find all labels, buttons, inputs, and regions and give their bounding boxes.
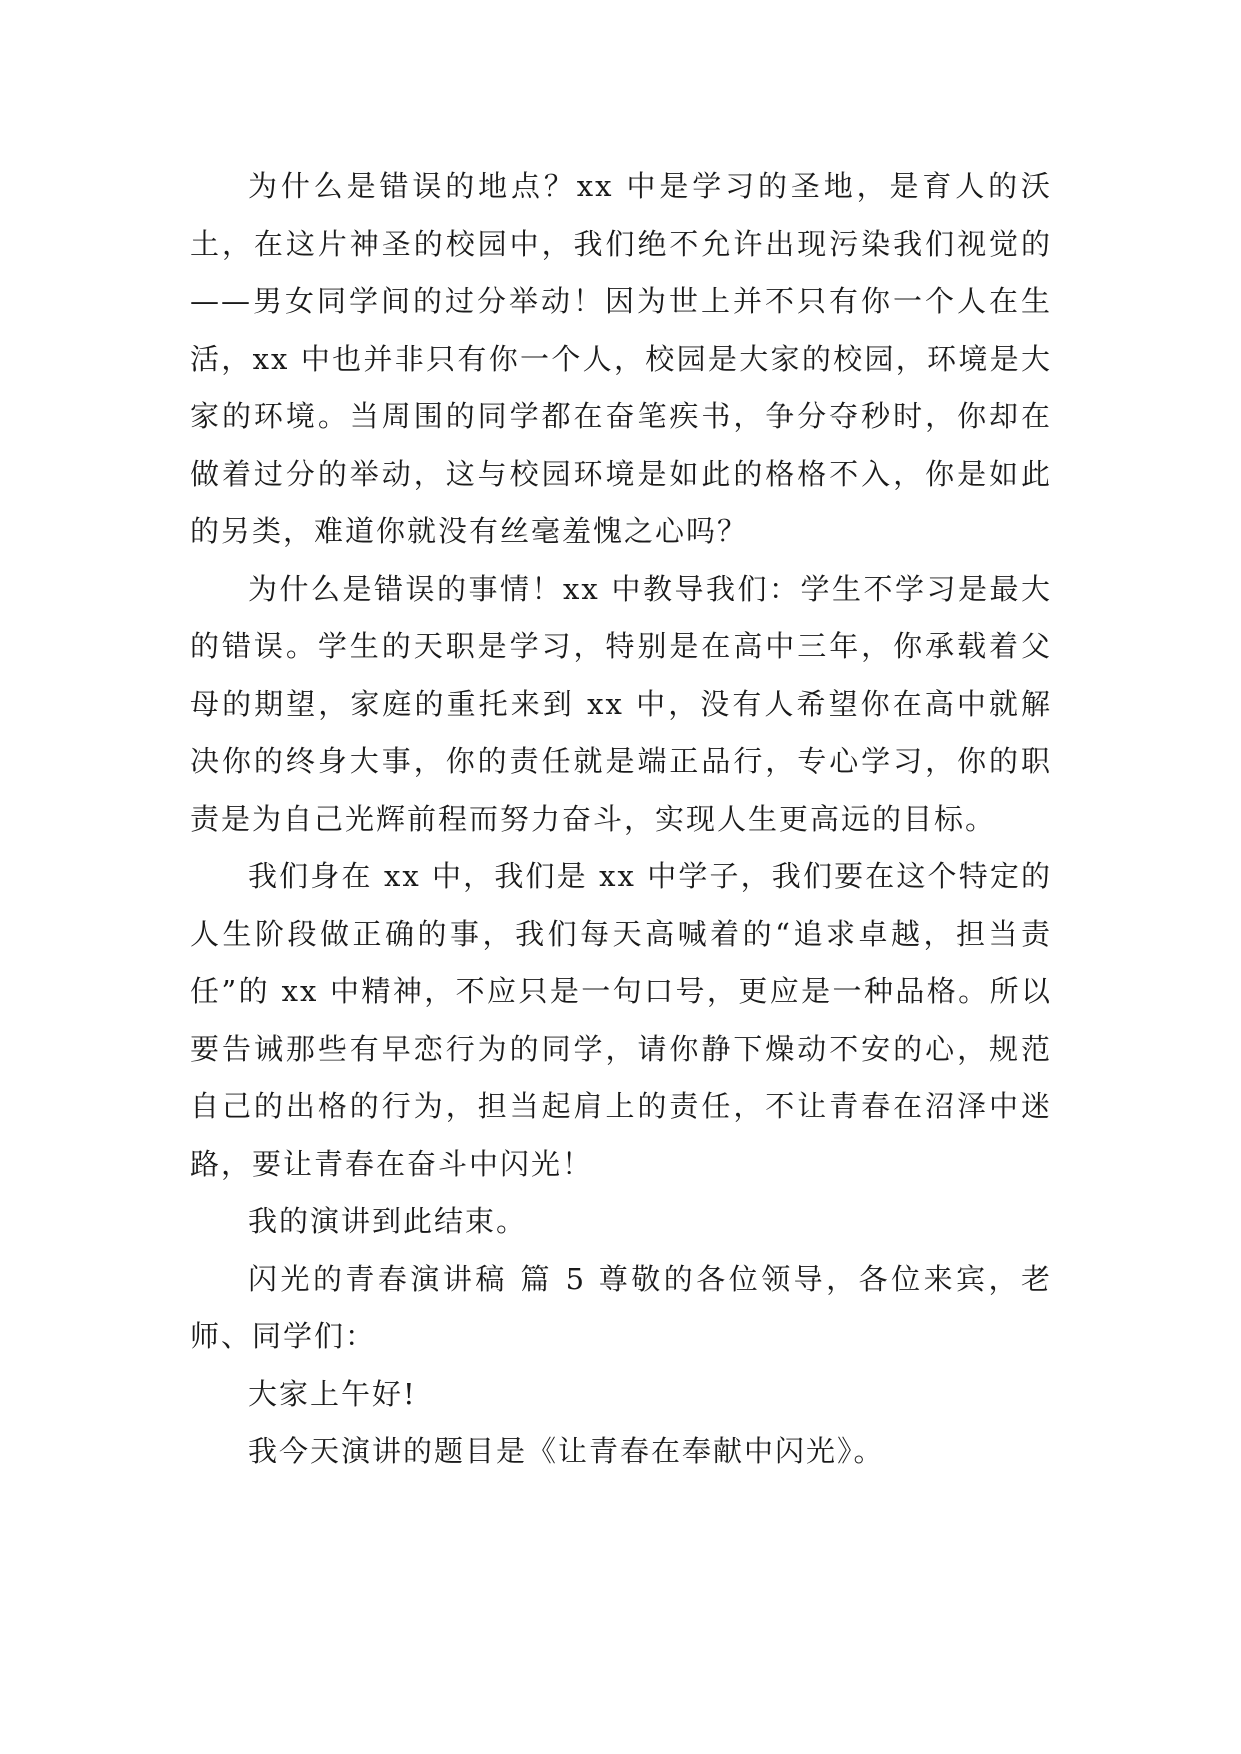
paragraph-school-spirit: 我们身在 xx 中，我们是 xx 中学子，我们要在这个特定的人生阶段做正确的事，我们每天高喊着的“追求卓越，担当责任”的 xx 中精神，不应只是一句口号，更应是一种品格。所以要告诫那些有早恋行为的同学，请你静下燥动不安的心，规范自己的出格的行为，担当起肩上的责任，不让青春在沼泽中迷路，要让青春在奋斗中闪光！: [190, 859, 1052, 1181]
paragraph-speech-5-greeting: 闪光的青春演讲稿 篇 5 尊敬的各位领导，各位来宾，老师、同学们：: [190, 1261, 1052, 1353]
paragraph-speech-title: 我今天演讲的题目是《让青春在奉献中闪光》。: [248, 1434, 885, 1468]
paragraph-closing: 我的演讲到此结束。: [248, 1204, 528, 1238]
paragraph-wrong-place: 为什么是错误的地点？xx 中是学习的圣地，是育人的沃土，在这片神圣的校园中，我们绝不允许出现污染我们视觉的——男女同学间的过分举动！因为世上并不只有你一个人在生活，xx 中也并非只有你一个人，校园是大家的校园，环境是大家的环境。当周围的同学都在奋笔疾书，争分夺秒时，你却在做着过分的举动，这与校园环境是如此的格格不入，你是如此的另类，难道你就没有丝毫羞愧之心吗？: [190, 169, 1052, 548]
document-body: [190, 158, 1052, 1481]
paragraph-good-morning: 大家上午好!: [248, 1376, 417, 1411]
paragraph-wrong-thing: 为什么是错误的事情！xx 中教导我们：学生不学习是最大的错误。学生的天职是学习，特别是在高中三年，你承载着父母的期望，家庭的重托来到 xx 中，没有人希望你在高中就解决你的终身大事，你的责任就是端正品行，专心学习，你的职责是为自己光辉前程而努力奋斗，实现人生更高远的目标。: [190, 571, 1052, 836]
